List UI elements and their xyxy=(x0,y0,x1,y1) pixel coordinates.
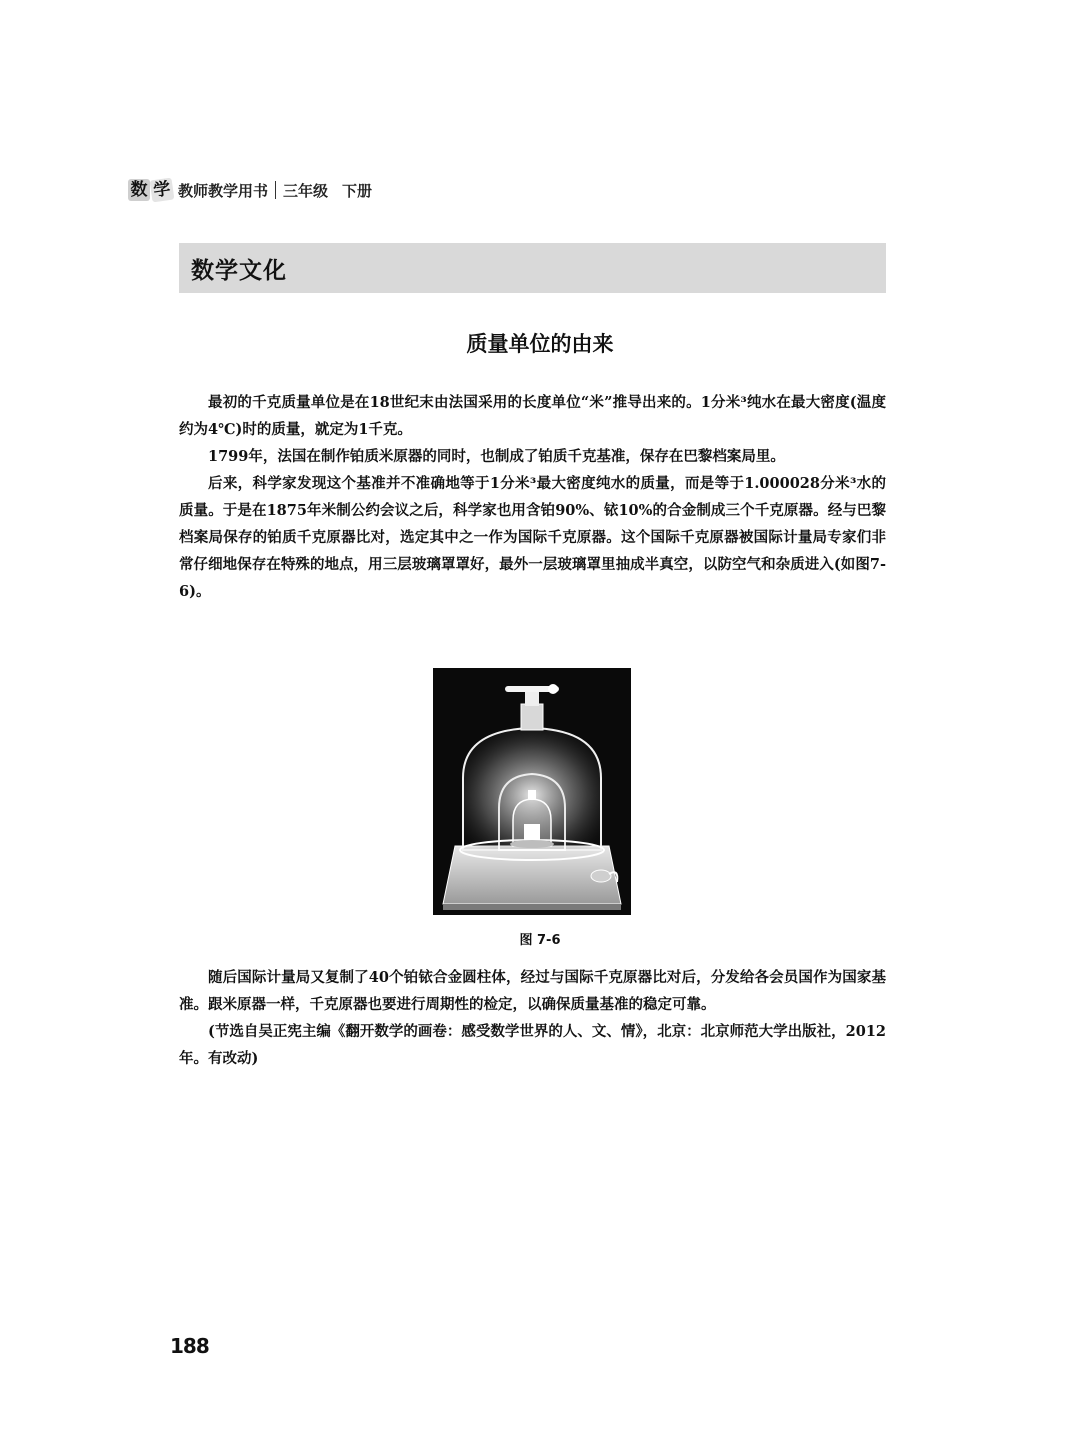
paragraph: 随后国际计量局又复制了40个铂铱合金圆柱体，经过与国际千克原器比对后，分发给各会员国作为国家基准。跟米原器一样，千克原器也要进行周期性的检定，以确保质量基准的稳定可靠。 xyxy=(179,969,886,1013)
section-title: 数学文化 xyxy=(191,257,287,284)
figure-caption: 图 7-6 xyxy=(519,933,561,948)
section-banner xyxy=(179,243,886,293)
article-body-upper xyxy=(179,389,886,605)
paragraph: 后来，科学家发现这个基准并不准确地等于1分米³最大密度纯水的质量，而是等于1.000028分米³水的质量。于是在1875年米制公约会议之后，科学家也用含铂90%、铱10%的合金制成三个千克原器。经与巴黎档案局保存的铂质千克原器比对，选定其中之一作为国际千克原器。这个国际千克原器被国际计量局专家们非常仔细地保存在特殊的地点，用三层玻璃罩罩好，最外一层玻璃罩里抽成半真空，以防空气和杂质进入(如图7-6)。 xyxy=(179,475,886,600)
series-logo xyxy=(128,179,174,201)
page-number: 188 xyxy=(170,1334,209,1358)
kilogram-prototype-photo xyxy=(433,668,631,915)
running-header xyxy=(128,178,372,202)
grade-label: 三年级 xyxy=(283,181,329,200)
logo-char-2: 学 xyxy=(150,178,175,203)
logo-char-1: 数 xyxy=(128,179,150,201)
source-citation: (节选自吴正宪主编《翻开数学的画卷：感受数学世界的人、文、情》，北京：北京师范大学出版社，2012年。有改动) xyxy=(179,1023,886,1067)
volume-label: 下册 xyxy=(342,181,373,200)
book-title: 教师教学用书 xyxy=(178,181,269,200)
header-divider xyxy=(275,181,276,199)
article-body-lower xyxy=(179,964,886,1072)
paragraph: 1799年，法国在制作铂质米原器的同时，也制成了铂质千克基准，保存在巴黎档案局里。 xyxy=(208,448,785,465)
bell-jar-illustration xyxy=(433,668,631,915)
paragraph: 最初的千克质量单位是在18世纪末由法国采用的长度单位“米”推导出来的。1分米³纯水在最大密度(温度约为4℃)时的质量，就定为1千克。 xyxy=(179,394,886,438)
article-title: 质量单位的由来 xyxy=(466,332,614,356)
